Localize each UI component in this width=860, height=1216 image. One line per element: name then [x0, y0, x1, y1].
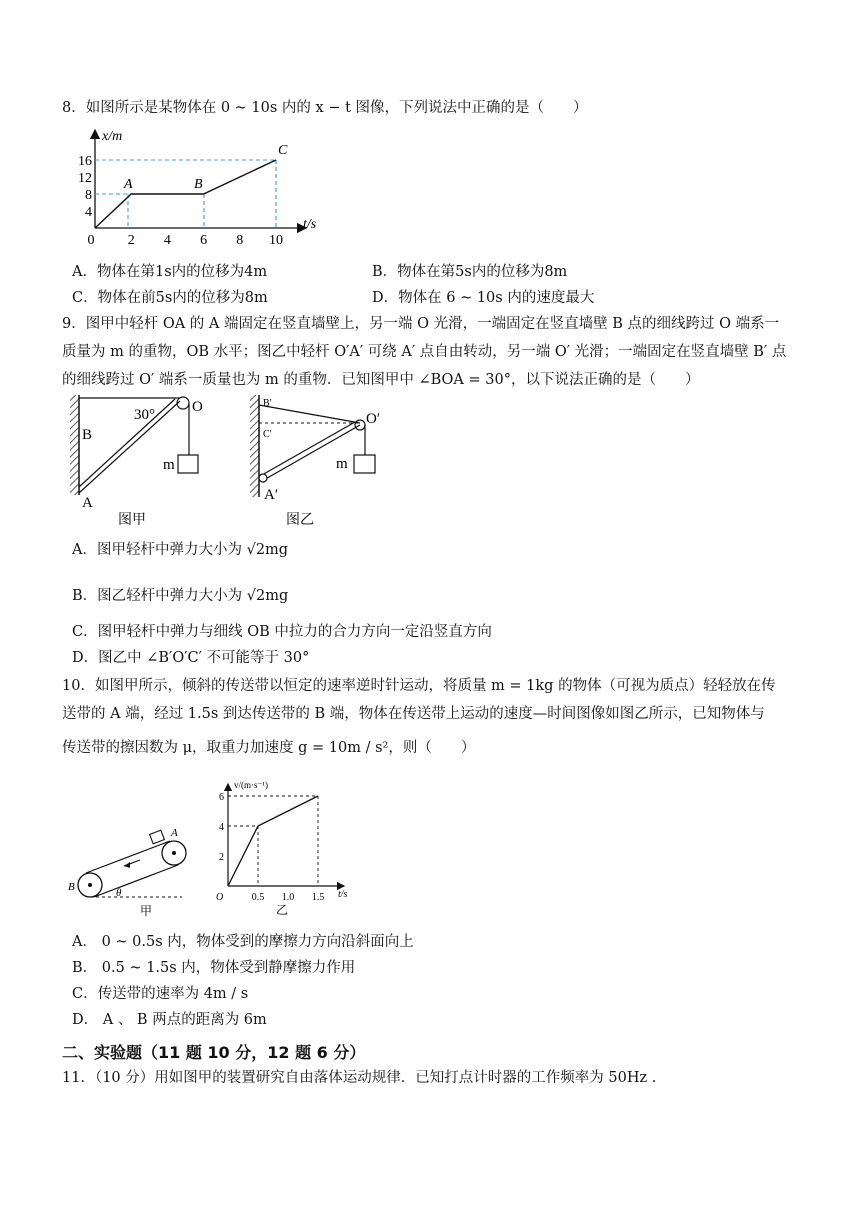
q10-option-c[interactable]: C．传送带的速率为 4m / s [72, 986, 249, 1002]
caption-yi: 图乙 [286, 513, 314, 528]
belt-top [86, 841, 170, 873]
label-a: A [82, 495, 93, 511]
q9-stem-line3: 的细线跨过 O′ 端系一质量也为 m 的重物．已知图甲中 ∠BOA = 30°，以下说法正确的是（ ） [62, 372, 700, 388]
q8-option-b[interactable]: B．物体在第5s内的位移为8m [372, 264, 568, 280]
q10-option-a[interactable]: A． 0 ~ 0.5s 内，物体受到的摩擦力方向沿斜面向上 [72, 934, 414, 950]
wall-hatch [70, 395, 79, 495]
mass-block [354, 455, 375, 473]
x-tick-2: 2 [127, 233, 135, 248]
label-b: B [68, 881, 75, 893]
y-axis-label: x/m [102, 129, 123, 144]
x-tick-0: 0 [87, 233, 95, 248]
q9-option-c[interactable]: C．图甲轻杆中弹力与细线 OB 中拉力的合力方向一定沿竖直方向 [72, 624, 492, 640]
rod-oa-1 [79, 401, 180, 493]
label-b-prime: B′ [263, 398, 272, 409]
rod-oa-1 [262, 425, 360, 481]
label-theta: θ [116, 887, 122, 899]
origin-label: O [216, 892, 224, 903]
q8-option-c[interactable]: C．物体在前5s内的位移为8m [72, 290, 268, 306]
y-tick-4: 4 [85, 205, 92, 220]
x-tick-0.5: 0.5 [251, 892, 265, 903]
q10-vt-graph [212, 776, 362, 918]
q10-option-b[interactable]: B． 0.5 ~ 1.5s 内，物体受到静摩擦力作用 [72, 960, 356, 976]
q9-stem-line2: 质量为 m 的重物，OB 水平；图乙中轻杆 O′A′ 可绕 A′ 点自由转动，另一端 O′ 光滑；一端固定在竖直墙壁 B′ 点 [62, 344, 787, 360]
q10-option-d[interactable]: D． A 、 B 两点的距离为 6m [72, 1012, 267, 1028]
rod-oa-2 [79, 399, 175, 487]
q8-option-a[interactable]: A．物体在第1s内的位移为4m [72, 264, 268, 280]
x-axis-label: t/s [303, 217, 317, 232]
x-tick-1.0: 1.0 [281, 892, 295, 903]
y-tick-2: 2 [219, 852, 224, 863]
q9-stem-line1: 9．图甲中轻杆 OA 的 A 端固定在竖直墙壁上，另一端 O 光滑，一端固定在竖直墙壁 B 点的细线跨过 O 端系一 [62, 316, 780, 332]
q10-figure-jia [64, 822, 194, 917]
wall-hatch [250, 395, 259, 497]
label-o: O [192, 399, 203, 415]
y-tick-8: 8 [85, 188, 92, 203]
point-a-label: A [124, 177, 133, 192]
label-a: A [171, 827, 178, 839]
x-tick-8: 8 [236, 233, 244, 248]
x-axis-label: t/s [338, 889, 348, 900]
x-tick-6: 6 [200, 233, 208, 248]
point-b-label: B [194, 177, 203, 192]
y-tick-6: 6 [219, 792, 224, 803]
q9-option-b[interactable]: B．图乙轻杆中弹力大小为 √2mg [72, 588, 289, 604]
q10-stem-line3: 传送带的擦因数为 μ，取重力加速度 g = 10m / s²，则（ ） [62, 740, 476, 756]
belt-bottom [94, 865, 178, 897]
section-title-experiment: 二、实验题（11 题 10 分，12 题 6 分） [62, 1043, 366, 1062]
caption-jia: 图甲 [118, 513, 146, 528]
caption-yi: 乙 [276, 903, 289, 917]
string-bo [259, 405, 360, 423]
label-b: B [82, 427, 93, 443]
y-axis-label: v/(m·s⁻¹) [234, 780, 268, 790]
xt-polyline [95, 160, 276, 228]
x-tick-10: 10 [269, 233, 283, 248]
q8-stem: 8．如图所示是某物体在 0 ~ 10s 内的 x − t 图像，下列说法中正确的是（ ） [62, 100, 588, 116]
y-tick-12: 12 [78, 171, 92, 186]
pulley-o [177, 397, 189, 409]
caption-jia: 甲 [140, 904, 153, 917]
label-angle: 30° [134, 407, 155, 423]
label-m: m [336, 456, 348, 472]
y-tick-4: 4 [219, 822, 224, 833]
x-tick-4: 4 [163, 233, 171, 248]
q10-stem-line1: 10．如图甲所示，倾斜的传送带以恒定的速率逆时针运动，将质量 m = 1kg 的物体（可视为质点）轻轻放在传 [62, 678, 776, 694]
label-o-prime: O′ [366, 411, 381, 427]
q9-option-d[interactable]: D．图乙中 ∠B′O′C′ 不可能等于 30° [72, 650, 310, 666]
object-block [150, 830, 165, 844]
q10-stem-line2: 送带的 A 端，经过 1.5s 到达传送带的 B 端，物体在传送带上运动的速度—时间图像如图乙所示，已知物体与 [62, 706, 765, 722]
label-a-prime: A′ [264, 487, 279, 503]
q8-xt-graph [62, 124, 322, 249]
q8-option-d[interactable]: D．物体在 6 ~ 10s 内的速度最大 [372, 290, 595, 306]
q9-figure-jia [68, 395, 218, 530]
label-c-prime: C′ [263, 429, 272, 440]
point-c-label: C [278, 143, 288, 158]
label-m: m [163, 457, 175, 473]
q9-figure-yi [248, 395, 398, 530]
q9-option-a[interactable]: A．图甲轻杆中弹力大小为 √2mg [72, 542, 289, 558]
x-tick-1.5: 1.5 [311, 892, 325, 903]
hinge-a [259, 474, 267, 482]
q11-stem: 11．（10 分）用如图甲的装置研究自由落体运动规律．已知打点计时器的工作频率为 50Hz . [62, 1070, 657, 1086]
y-tick-16: 16 [78, 154, 92, 169]
mass-block [178, 455, 198, 473]
vt-polyline [228, 796, 318, 886]
